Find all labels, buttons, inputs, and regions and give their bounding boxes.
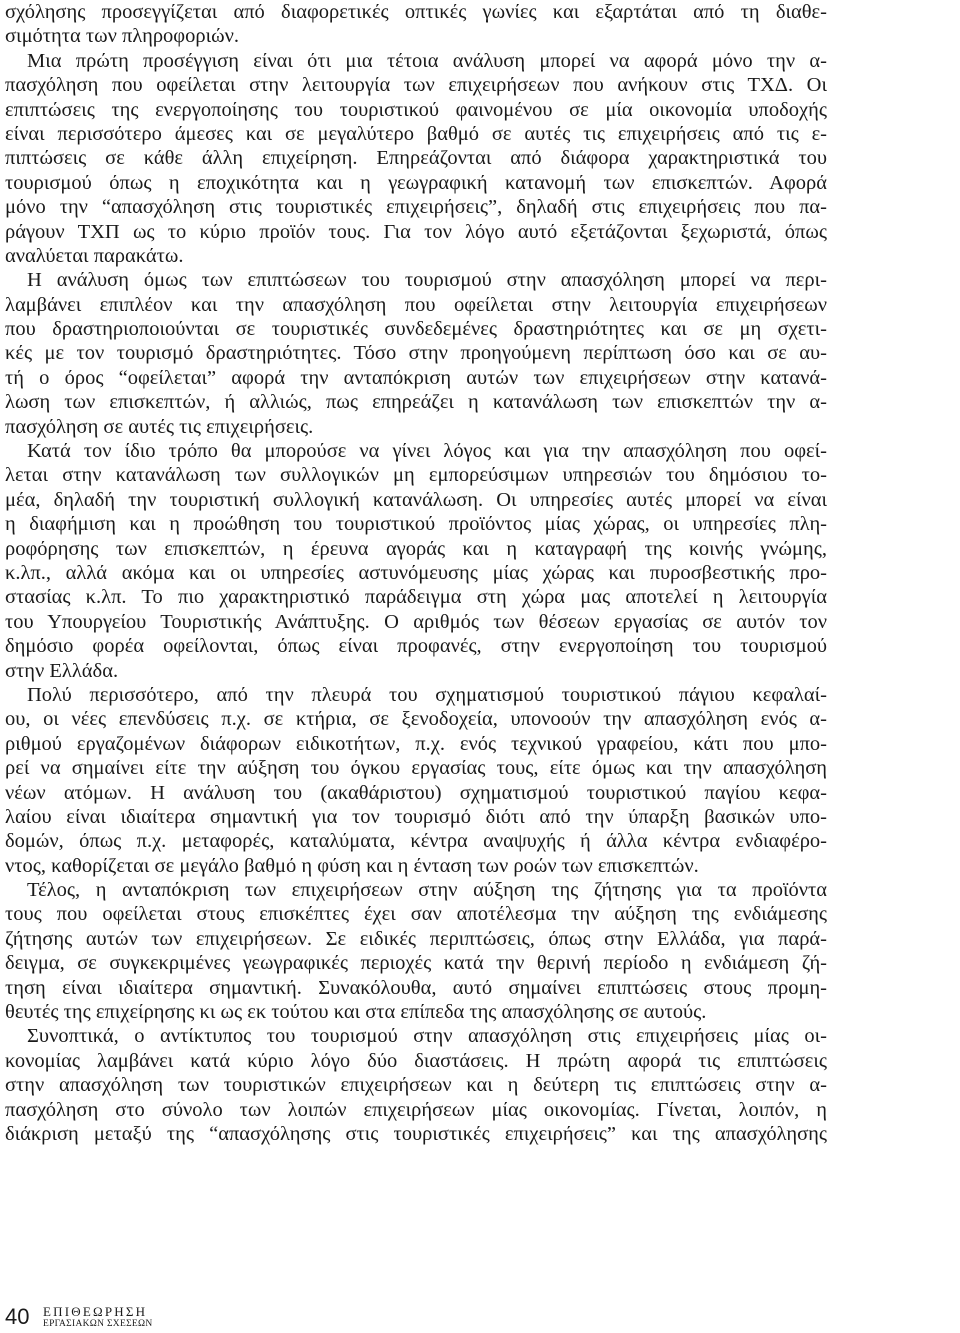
text-line: κές με τον τουρισμό δραστηριότητες. Τόσο στην προηγούμενη περίπτωση όσο και σε αυ-	[5, 342, 827, 365]
text-line: λεται στην κατανάλωση των συλλογικών μη εμπορεύσιμων υπηρεσιών του δημόσιου το-	[5, 464, 827, 487]
text-line: επιπτώσεις της ενεργοποίησης του τουριστικού φαινομένου σε μία οικονομία υποδοχής	[5, 98, 827, 121]
text-line: θευτές της επιχείρησης κι ως εκ τούτου και στα επίπεδα της απασχόλησης σε αυτούς.	[5, 1001, 707, 1024]
journal-title: ΕΠΙΘΕΩΡΗΣΗ	[43, 1304, 148, 1319]
text-line: ζήτησης αυτών των επιχειρήσεων. Σε ειδικές περιπτώσεις, όπως στην Ελλάδα, για παρά-	[5, 927, 827, 950]
text-line: λαίου είναι ιδιαίτερα σημαντική για τον τουρισμό διότι από την ύπαρξη βασικών υπο-	[5, 805, 827, 828]
text-line: δειγμα, σε συγκεκριμένες γεωγραφικές περιοχές κατά την θερινή περίοδο η ενδιάμεση ζή-	[5, 952, 827, 975]
text-line: η διαφήμιση και η προώθηση του τουριστικού προϊόντος μίας χώρας, οι υπηρεσίες πλη-	[5, 513, 827, 536]
text-line: πασχόληση σε αυτές τις επιχειρήσεις.	[5, 415, 314, 438]
text-line: ου, οι νέες επενδύσεις π.χ. σε κτήρια, σε ξενοδοχεία, υπονοούν την απασχόληση ενός α-	[5, 708, 827, 731]
text-line: αναλύεται παρακάτω.	[5, 244, 184, 267]
text-line: μόνο την “απασχόληση στις τουριστικές επιχειρήσεις”, δηλαδή στις επιχειρήσεις που πα-	[5, 196, 827, 219]
text-line: στην Ελλάδα.	[5, 659, 119, 682]
text-line: κονομίας λαμβάνει κατά κύριο λόγο δύο διαστάσεις. Η πρώτη αφορά τις επιπτώσεις	[5, 1049, 827, 1072]
text-line: πασχόληση που οφείλεται στην λειτουργία των επιχειρήσεων που ανήκουν στις ΤΧΔ. Οι	[5, 74, 827, 97]
text-line: μέα, δηλαδή την τουριστική συλλογική κατανάλωση. Οι υπηρεσίες αυτές μπορεί να είναι	[5, 488, 827, 511]
text-line: πασχόληση στο σύνολο των λοιπών επιχειρήσεων μίας οικονομίας. Γίνεται, λοιπόν, η	[5, 1098, 827, 1121]
text-line: ντος, καθορίζεται σε μεγάλο βαθμό η φύση και η ένταση των ροών των επισκεπτών.	[5, 854, 699, 877]
text-line: τή ο όρος “οφείλεται” αφορά την ανταπόκριση αυτών των επιχειρήσεων στην κατανά-	[5, 366, 827, 389]
text-line: σιμότητα των πληροφοριών.	[5, 25, 240, 48]
text-line: κ.λπ., αλλά ακόμα και οι υπηρεσίες αστυνόμευσης μίας χώρας και πυροσβεστικής προ-	[5, 561, 827, 584]
text-line: Συνοπτικά, ο αντίκτυπος του τουρισμού στην απασχόληση στις επιχειρήσεις μίας οι-	[27, 1025, 827, 1048]
text-line: διάκριση μεταξύ της “απασχόλησης στις τουριστικές επιχειρήσεις” και της απασχόλησης	[5, 1122, 827, 1145]
text-line: νέων ατόμων. Η ανάλυση του (ακαθάριστου) σχηματισμού τουριστικού παγίου κεφα-	[5, 781, 827, 804]
text-line: Κατά τον ίδιο τρόπο θα μπορούσε να γίνει λόγος και για την απασχόληση που οφεί-	[27, 440, 827, 463]
text-line: τηση είναι ιδιαίτερα σημαντική. Συνακόλουθα, αυτό σημαίνει επιπτώσεις στους προμη-	[5, 976, 827, 999]
text-line: πιπτώσεις σε κάθε άλλη επιχείρηση. Επηρεάζονται από διάφορα χαρακτηριστικά του	[5, 147, 827, 170]
text-line: στην απασχόληση των τουριστικών επιχειρήσεων και η δεύτερη τις επιπτώσεις στην α-	[5, 1074, 827, 1097]
text-line: Τέλος, η ανταπόκριση των επιχειρήσεων στην αύξηση της ζήτησης για τα προϊόντα	[27, 879, 827, 902]
text-line: ράγουν ΤΧΠ ως το κύριο προϊόν τους. Για τον λόγο αυτό εξετάζονται ξεχωριστά, όπως	[5, 220, 827, 243]
text-line: που δραστηριοποιούνται σε τουριστικές συνδεδεμένες δραστηριότητες και σε μη σχετι-	[5, 318, 827, 341]
text-line: ρεί να σημαίνει είτε την αύξηση του όγκου εργασίας τους, είτε όμως και την απασχόληση	[5, 757, 827, 780]
text-line: σχόλησης προσεγγίζεται από διαφορετικές οπτικές γωνίες και εξαρτάται από τη διαθε-	[5, 1, 827, 23]
page-number: 40	[5, 1304, 30, 1329]
text-line: τους που οφείλεται στους επισκέπτες έχει σαν αποτέλεσμα την αύξηση της ενδιάμεσης	[5, 903, 827, 926]
text-line: ριθμού εργαζομένων διάφορων ειδικοτήτων, π.χ. ενός τεχνικού γραφείου, κάτι που μπο-	[5, 732, 827, 755]
text-line: λαμβάνει επιπλέον και την απασχόληση που οφείλεται στην λειτουργία επιχειρήσεων	[5, 293, 827, 316]
text-line: Μια πρώτη προσέγγιση είναι ότι μια τέτοια ανάλυση μπορεί να αφορά μόνο την α-	[27, 49, 827, 72]
body-text	[5, 0, 827, 1146]
journal-subtitle: ΕΡΓΑΣΙΑΚΩΝ ΣΧΕΣΕΩΝ	[43, 1319, 153, 1329]
text-line: στασίας κ.λπ. Το πιο χαρακτηριστικό παράδειγμα στη χώρα μας αποτελεί η λειτουργία	[5, 586, 827, 609]
text-line: Πολύ περισσότερο, από την πλευρά του σχηματισμού τουριστικού πάγιου κεφαλαί-	[27, 683, 827, 706]
text-line: λωση των επισκεπτών, ή αλλιώς, πως επηρεάζει η κατανάλωση των επισκεπτών την α-	[5, 391, 827, 414]
page-footer	[5, 1302, 305, 1332]
text-line: δομών, όπως π.χ. μεταφορές, καταλύματα, κέντρα αναψυχής ή άλλα κέντρα ενδιαφέρο-	[5, 830, 827, 853]
text-line: του Υπουργείου Τουριστικής Ανάπτυξης. Ο αριθμός των θέσεων εργασίας σε αυτόν τον	[5, 610, 827, 633]
text-line: Η ανάλυση όμως των επιπτώσεων του τουρισμού στην απασχόληση μπορεί να περι-	[27, 269, 827, 292]
text-line: είναι περισσότερο άμεσες και σε μεγαλύτερο βαθμό σε αυτές τις επιχειρήσεις από τις ε-	[5, 122, 827, 145]
text-line: δημόσιο φορέα οφείλονται, όπως είναι προφανές, στην ενεργοποίηση του τουρισμού	[5, 635, 827, 658]
text-line: τουρισμού όπως η εποχικότητα και η γεωγραφική κατανομή των επισκεπτών. Αφορά	[5, 171, 827, 194]
text-line: ροφόρησης των επισκεπτών, η έρευνα αγοράς και η καταγραφή της κοινής γνώμης,	[5, 537, 827, 560]
